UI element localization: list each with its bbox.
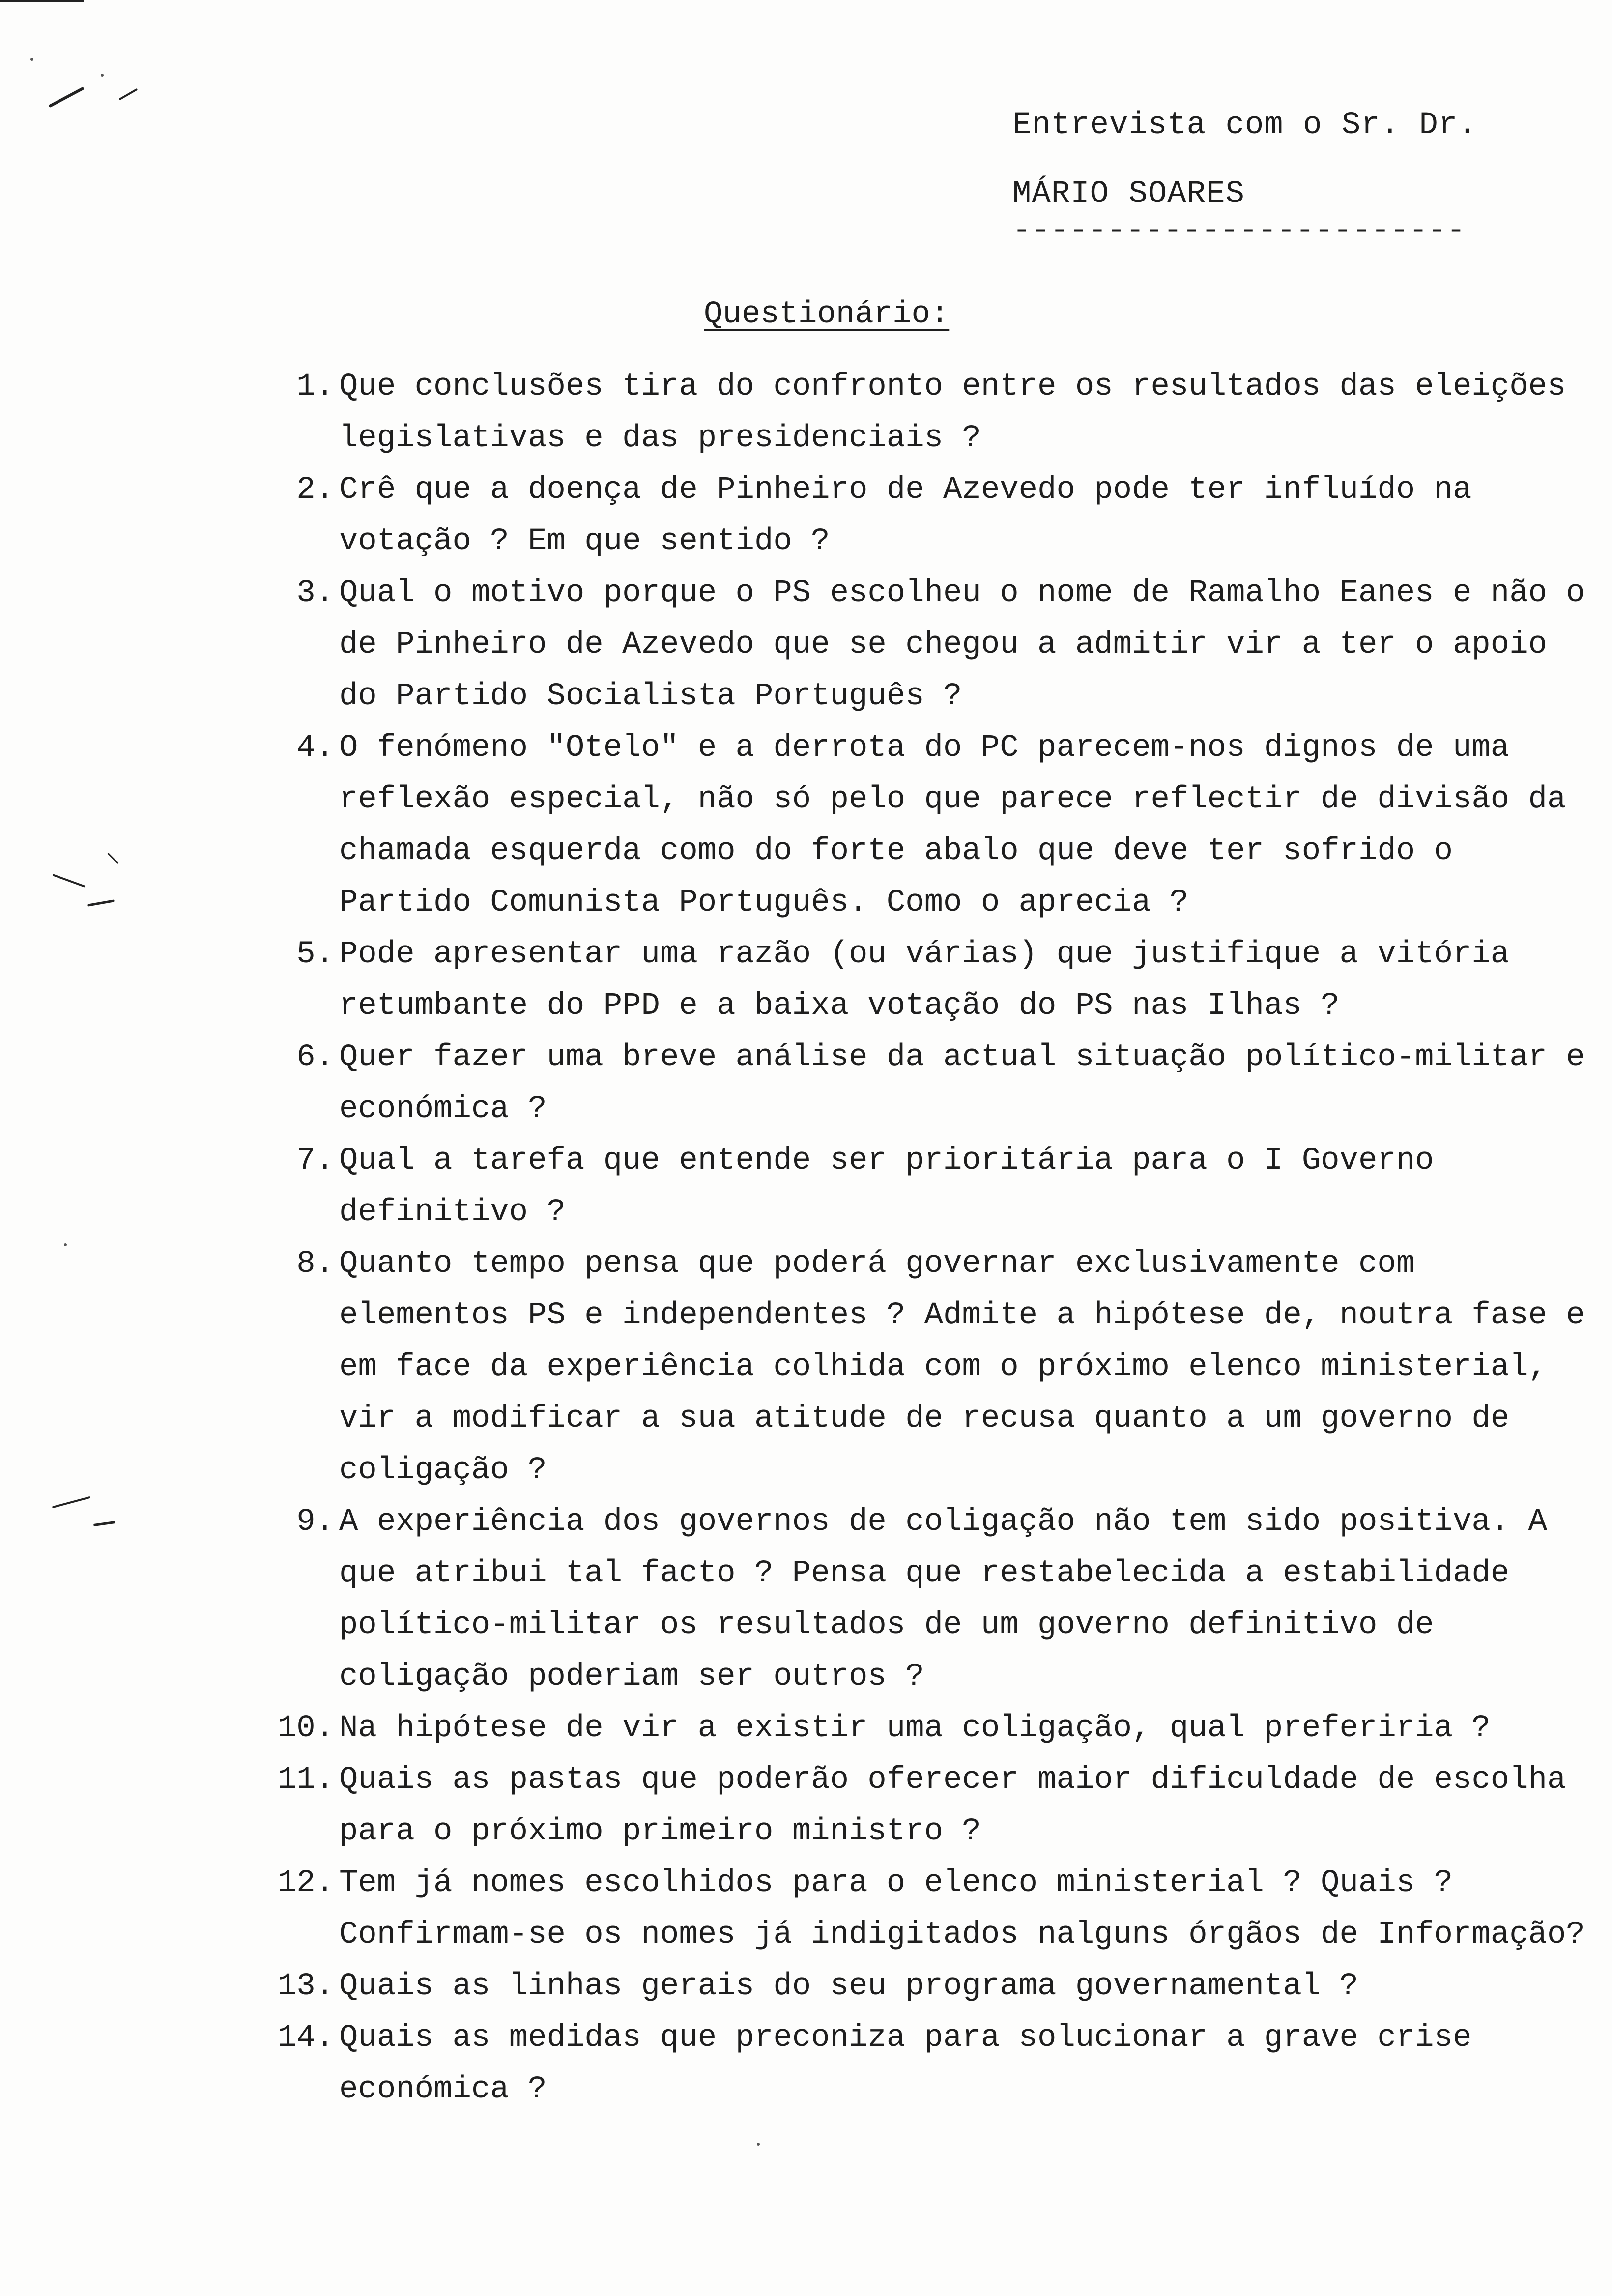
question-text: Na hipótese de vir a existir uma coligação, qual preferiria ? <box>339 1711 1491 1746</box>
question-item <box>0 722 1612 929</box>
question-item <box>0 1858 1612 1961</box>
question-item <box>0 361 1612 464</box>
question-text: Tem já nomes escolhidos para o elenco ministerial ? Quais ? Confirmam-se os nomes já indigitados nalguns órgãos de Informação? <box>339 1866 1585 1952</box>
pen-mark <box>48 87 84 108</box>
name-dashed-underline: ------------------------ <box>1012 213 1466 249</box>
question-item <box>0 568 1612 722</box>
question-number: 10. <box>277 1711 334 1746</box>
question-item <box>0 1703 1612 1754</box>
scan-speck <box>757 2143 760 2146</box>
question-number: 11. <box>277 1762 334 1798</box>
question-number: 1. <box>296 369 334 404</box>
question-text: Quanto tempo pensa que poderá governar exclusivamente com elementos PS e independentes ? Admite a hipótese de, noutra fase e em face da experiência colhida com o próximo elenco ministerial, vir a modificar a sua atitude de recusa quanto a um governo de coligação ? <box>339 1246 1585 1488</box>
top-edge-rule <box>0 0 84 2</box>
question-text: Quer fazer uma breve análise da actual situação político-militar e económica ? <box>339 1040 1585 1127</box>
question-number: 8. <box>296 1246 334 1282</box>
scan-speck <box>101 74 104 77</box>
question-text: Qual a tarefa que entende ser prioritária para o I Governo definitivo ? <box>339 1143 1434 1230</box>
question-item <box>0 1032 1612 1135</box>
question-list <box>0 361 1612 2116</box>
question-item <box>0 1754 1612 1858</box>
question-text: O fenómeno "Otelo" e a derrota do PC parecem-nos dignos de uma reflexão especial, não só pelo que parece reflectir de divisão da chamada esquerda como do forte abalo que deve ter sofrido o Partido Comunista Português. Como o aprecia ? <box>339 730 1566 920</box>
question-item <box>0 1238 1612 1496</box>
question-number: 12. <box>277 1866 334 1901</box>
question-number: 4. <box>296 730 334 766</box>
question-text: Qual o motivo porque o PS escolheu o nome de Ramalho Eanes e não o de Pinheiro de Azevedo que se chegou a admitir vir a ter o apoio do Partido Socialista Português ? <box>339 575 1585 714</box>
question-number: 9. <box>296 1504 334 1540</box>
question-number: 3. <box>296 575 334 611</box>
question-item <box>0 1496 1612 1703</box>
question-text: Pode apresentar uma razão (ou várias) que justifique a vitória retumbante do PPD e a baixa votação do PS nas Ilhas ? <box>339 937 1510 1024</box>
question-number: 7. <box>296 1143 334 1178</box>
question-item <box>0 1961 1612 2012</box>
question-number: 2. <box>296 472 334 508</box>
question-text: Quais as linhas gerais do seu programa governamental ? <box>339 1969 1358 2004</box>
question-text: A experiência dos governos de coligação não tem sido positiva. A que atribui tal facto ? Pensa que restabelecida a estabilidade político-militar os resultados de um governo definitivo de coligação poderiam ser outros ? <box>339 1504 1547 1694</box>
questionnaire-title: Questionário: <box>704 297 950 332</box>
question-item <box>0 464 1612 568</box>
interview-heading: Entrevista com o Sr. Dr. <box>1012 108 1477 143</box>
question-item <box>0 929 1612 1032</box>
question-number: 14. <box>277 2020 334 2056</box>
question-text: Quais as pastas que poderão oferecer maior dificuldade de escolha para o próximo primeiro ministro ? <box>339 1762 1566 1849</box>
scan-speck <box>30 58 33 61</box>
question-text: Crê que a doença de Pinheiro de Azevedo pode ter influído na votação ? Em que sentido ? <box>339 472 1472 559</box>
pen-mark <box>119 88 138 100</box>
question-text: Quais as medidas que preconiza para solucionar a grave crise económica ? <box>339 2020 1472 2107</box>
question-text: Que conclusões tira do confronto entre os resultados das eleições legislativas e das presidenciais ? <box>339 369 1566 456</box>
question-number: 6. <box>296 1040 334 1075</box>
interviewee-name: MÁRIO SOARES <box>1012 176 1245 212</box>
question-number: 13. <box>277 1969 334 2004</box>
question-item <box>0 1135 1612 1238</box>
question-item <box>0 2012 1612 2116</box>
question-number: 5. <box>296 937 334 972</box>
